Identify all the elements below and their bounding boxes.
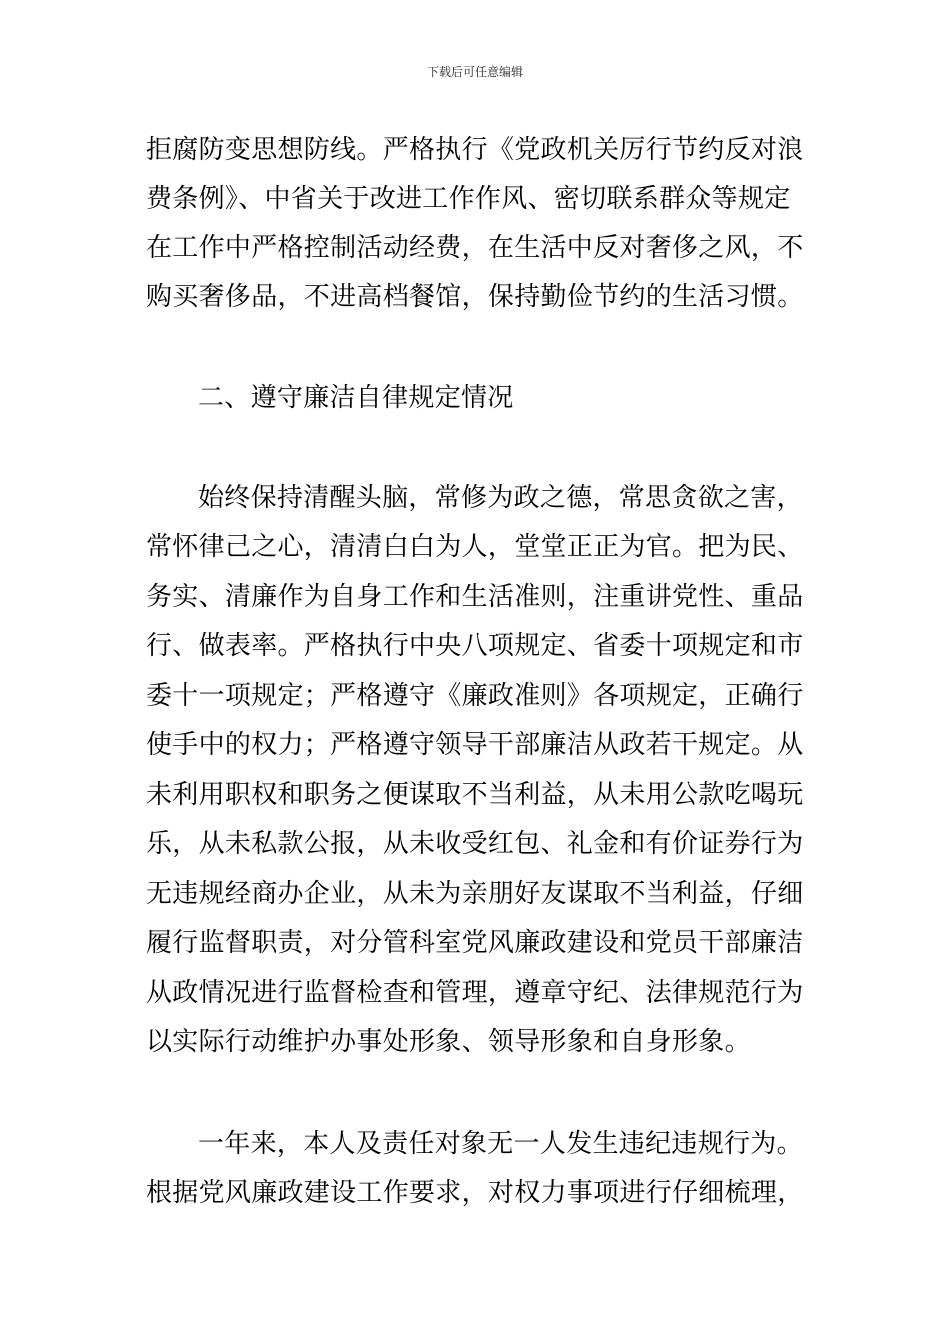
text-line: 根据党风廉政建设工作要求，对权力事项进行仔细梳理，	[146, 1178, 804, 1208]
text-line: 使手中的权力；严格遵守领导干部廉洁从政若干规定。从	[146, 730, 804, 760]
page-header: 下载后可任意编辑	[426, 65, 523, 79]
text-line: 行、做表率。严格执行中央八项规定、省委十项规定和市	[146, 631, 804, 661]
text-line: 务实、清廉作为自身工作和生活准则，注重讲党性、重品	[146, 582, 804, 612]
text-line: 以实际行动维护办事处形象、领导形象和自身形象。	[146, 1027, 751, 1057]
text-line: 始终保持清醒头脑，常修为政之德，常思贪欲之害，	[198, 483, 803, 513]
text-line: 在工作中严格控制活动经费，在生活中反对奢侈之风，不	[146, 233, 804, 263]
text-line: 无违规经商办企业，从未为亲朋好友谋取不当利益，仔细	[146, 879, 804, 909]
text-line: 未利用职权和职务之便谋取不当利益，从未用公款吃喝玩	[146, 780, 804, 810]
text-line: 履行监督职责，对分管科室党风廉政建设和党员干部廉洁	[146, 928, 804, 958]
text-line: 一年来，本人及责任对象无一人发生违纪违规行为。	[198, 1129, 803, 1159]
text-line: 从政情况进行监督检查和管理，遵章守纪、法律规范行为	[146, 978, 804, 1008]
text-line: 常怀律己之心，清清白白为人，堂堂正正为官。把为民、	[146, 532, 804, 562]
text-line: 购买奢侈品，不进高档餐馆，保持勤俭节约的生活习惯。	[146, 282, 804, 312]
text-line: 费条例》、中省关于改进工作作风、密切联系群众等规定	[146, 184, 791, 214]
text-line: 乐，从未私款公报，从未收受红包、礼金和有价证券行为	[146, 829, 804, 859]
text-line: 委十一项规定；严格遵守《廉政准则》各项规定，正确行	[146, 681, 804, 711]
text-line: 拒腐防变思想防线。严格执行《党政机关厉行节约反对浪	[146, 135, 804, 165]
section-heading: 二、遵守廉洁自律规定情况	[198, 383, 514, 413]
